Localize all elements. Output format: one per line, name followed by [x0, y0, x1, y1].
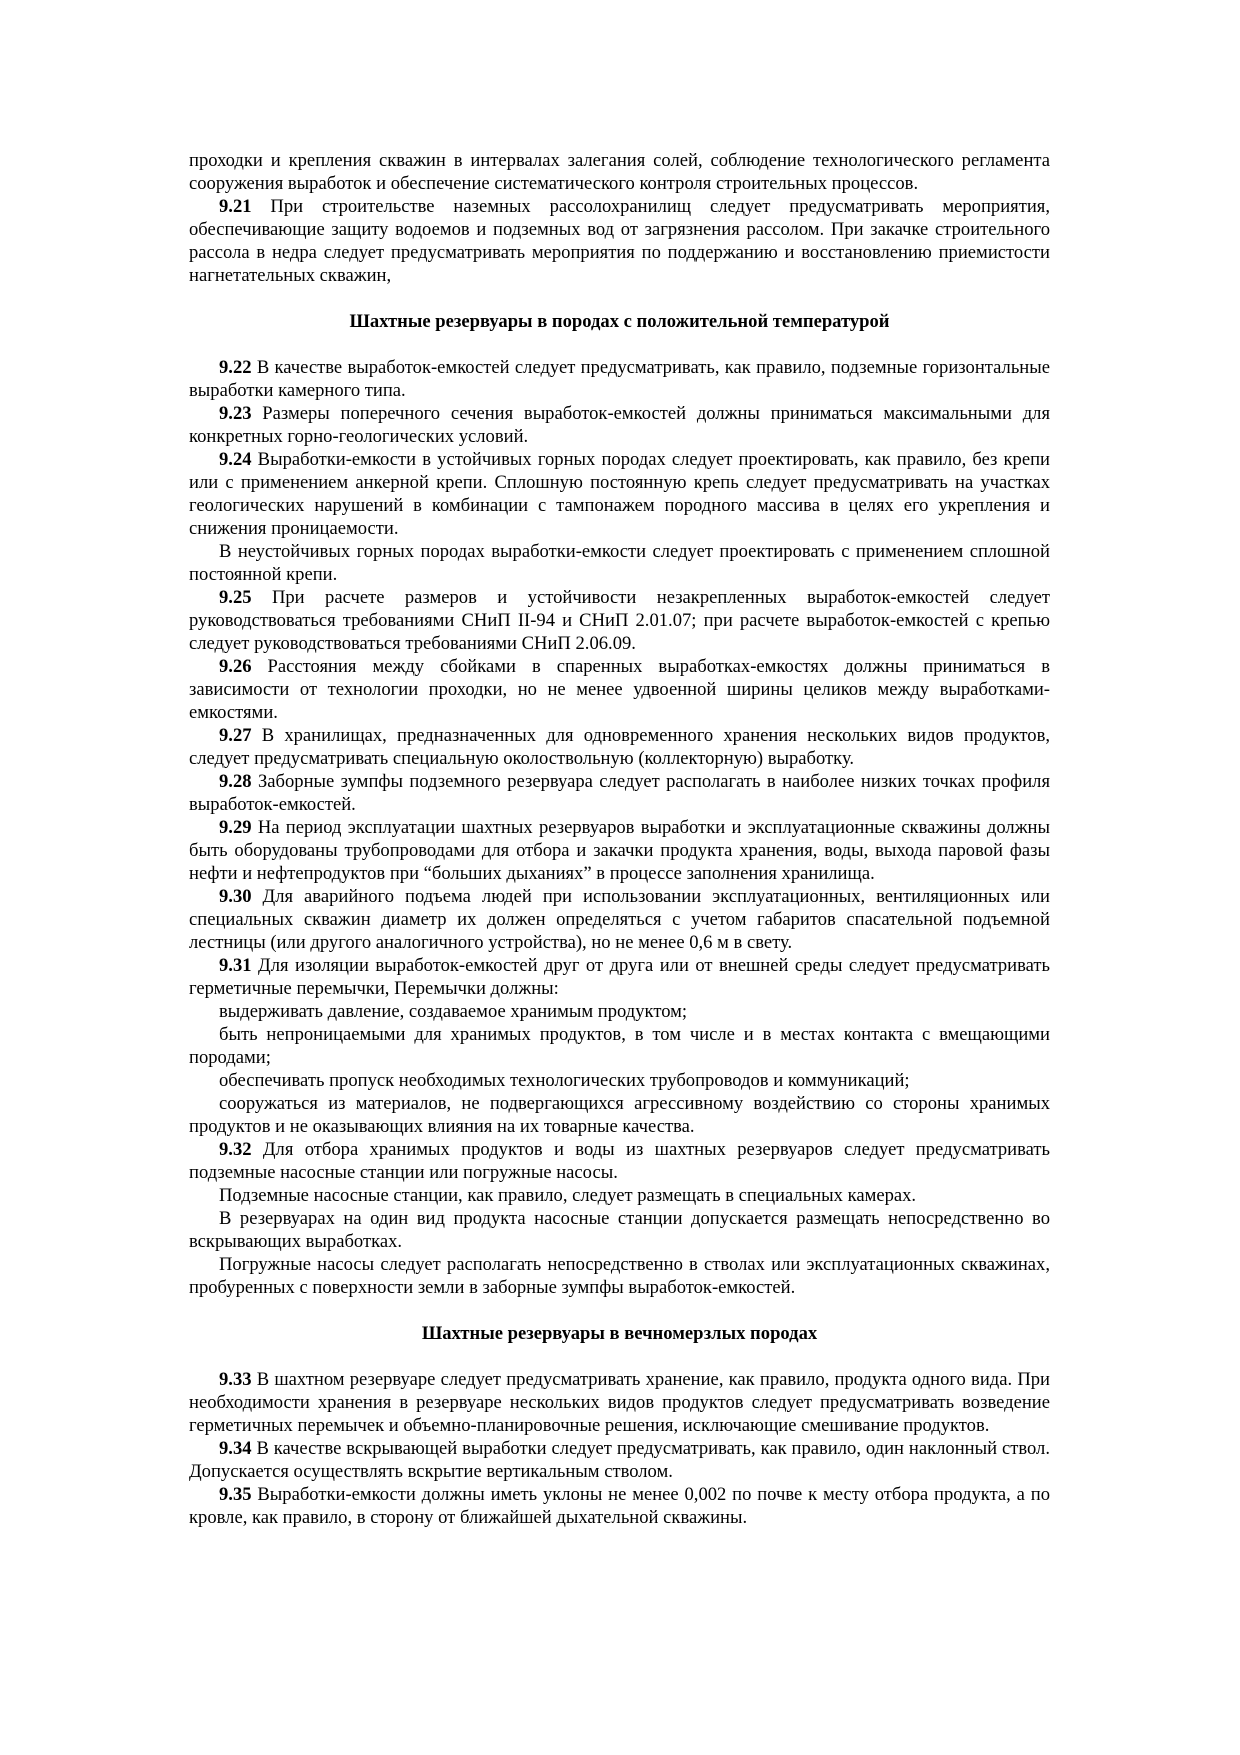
intro-section [189, 149, 1050, 287]
section-heading-positive-temperature: Шахтные резервуары в породах с положительной температурой [349, 311, 890, 332]
clause-paragraph [189, 402, 1050, 448]
clause-text: Выработки-емкости в устойчивых горных породах следует проектировать, как правило, без крепи или с применением анкерной крепи. Сплошную постоянную крепь следует предусматривать на участках геологических нарушений в комбинации с тампонажем породного массива в целях его укрепления и снижения проницаемости. [189, 449, 1050, 539]
clause-paragraph [189, 655, 1050, 724]
clause-text: Для изоляции выработок-емкостей друг от друга или от внешней среды следует предусматривать герметичные перемычки, Перемычки должны: [189, 955, 1050, 999]
clause-text: Заборные зумпфы подземного резервуара следует располагать в наиболее низких точках профиля выработок-емкостей. [189, 771, 1050, 815]
clause-number: 9.21 [219, 196, 252, 217]
clause-number: 9.31 [219, 955, 252, 976]
paragraph [189, 1000, 1050, 1023]
paragraph [189, 1023, 1050, 1069]
clause-paragraph [189, 1138, 1050, 1184]
clause-paragraph [189, 770, 1050, 816]
paragraph [189, 1184, 1050, 1207]
clause-text: При строительстве наземных рассолохранилищ следует предусматривать мероприятия, обеспечивающие защиту водоемов и подземных вод от загрязнения рассолом. При закачке строительного рассола в недра следует предусматривать мероприятия по поддержанию и восстановлению приемистости нагнетательных скважин, [189, 196, 1050, 286]
clause-text: Выработки-емкости должны иметь уклоны не менее 0,002 по почве к месту отбора продукта, а по кровле, как правило, в сторону от ближайшей дыхательной скважины. [189, 1484, 1050, 1528]
paragraph [189, 1253, 1050, 1299]
clause-paragraph [189, 356, 1050, 402]
spacer [189, 1299, 1050, 1322]
paragraph [189, 540, 1050, 586]
clause-paragraph [189, 954, 1050, 1000]
clause-number: 9.22 [219, 357, 252, 378]
clause-paragraph [189, 448, 1050, 540]
clause-number: 9.27 [219, 725, 252, 746]
section-permafrost [189, 1368, 1050, 1529]
clause-number: 9.28 [219, 771, 252, 792]
clause-paragraph [189, 724, 1050, 770]
paragraph [189, 149, 1050, 195]
clause-paragraph [189, 1483, 1050, 1529]
clause-text: В неустойчивых горных породах выработки-емкости следует проектировать с применением сплошной постоянной крепи. [189, 541, 1050, 585]
clause-text: выдерживать давление, создаваемое хранимым продуктом; [219, 1001, 688, 1022]
clause-paragraph [189, 885, 1050, 954]
clause-number: 9.33 [219, 1369, 252, 1390]
clause-text: Погружные насосы следует располагать непосредственно в стволах или эксплуатационных скважинах, пробуренных с поверхности земли в заборные зумпфы выработок-емкостей. [189, 1254, 1050, 1298]
clause-text: В качестве вскрывающей выработки следует предусматривать, как правило, один наклонный ствол. Допускается осуществлять вскрытие вертикальным стволом. [189, 1438, 1050, 1482]
document-page [189, 149, 1050, 1529]
clause-number: 9.26 [219, 656, 252, 677]
section-positive-temperature [189, 356, 1050, 1299]
clause-number: 9.35 [219, 1484, 252, 1505]
clause-text: Размеры поперечного сечения выработок-емкостей должны приниматься максимальными для конкретных горно-геологических условий. [189, 403, 1050, 447]
clause-number: 9.30 [219, 886, 252, 907]
clause-paragraph [189, 1437, 1050, 1483]
clause-text: В шахтном резервуаре следует предусматривать хранение, как правило, продукта одного вида. При необходимости хранения в резервуаре нескольких видов продуктов следует предусматривать возведение герметичных перемычек и объемно-планировочные решения, исключающие смешивание продуктов. [189, 1369, 1050, 1436]
clause-text: В качестве выработок-емкостей следует предусматривать, как правило, подземные горизонтальные выработки камерного типа. [189, 357, 1050, 401]
spacer [189, 287, 1050, 310]
spacer [189, 333, 1050, 356]
clause-text: При расчете размеров и устойчивости незакрепленных выработок-емкостей следует руководствоваться требованиями СНиП II-94 и СНиП 2.01.07; при расчете выработок-емкостей с крепью следует руководствоваться требованиями СНиП 2.06.09. [189, 587, 1050, 654]
clause-text: Подземные насосные станции, как правило, следует размещать в специальных камерах. [219, 1185, 917, 1206]
clause-text: Для отбора хранимых продуктов и воды из шахтных резервуаров следует предусматривать подземные насосные станции или погружные насосы. [189, 1139, 1050, 1183]
clause-text: проходки и крепления скважин в интервалах залегания солей, соблюдение технологического регламента сооружения выработок и обеспечение систематического контроля строительных процессов. [189, 150, 1050, 194]
clause-text: сооружаться из материалов, не подвергающихся агрессивному воздействию со стороны хранимых продуктов и не оказывающих влияния на их товарные качества. [189, 1093, 1050, 1137]
clause-text: обеспечивать пропуск необходимых технологических трубопроводов и коммуникаций; [219, 1070, 910, 1091]
clause-number: 9.29 [219, 817, 252, 838]
clause-text: В хранилищах, предназначенных для одновременного хранения нескольких видов продуктов, следует предусматривать специальную околоствольную (коллекторную) выработку. [189, 725, 1050, 769]
paragraph [189, 1069, 1050, 1092]
clause-number: 9.32 [219, 1139, 252, 1160]
clause-text: В резервуарах на один вид продукта насосные станции допускается размещать непосредственно во вскрывающих выработках. [189, 1208, 1050, 1252]
clause-text: Для аварийного подъема людей при использовании эксплуатационных, вентиляционных или специальных скважин диаметр их должен определяться с учетом габаритов спасательной подъемной лестницы (или другого аналогичного устройства), но не менее 0,6 м в свету. [189, 886, 1050, 953]
clause-number: 9.23 [219, 403, 252, 424]
clause-text: быть непроницаемыми для хранимых продуктов, в том числе и в местах контакта с вмещающими породами; [189, 1024, 1050, 1068]
paragraph [189, 1092, 1050, 1138]
section-heading-permafrost: Шахтные резервуары в вечномерзлых породах [421, 1323, 818, 1344]
clause-paragraph [189, 195, 1050, 287]
clause-paragraph [189, 586, 1050, 655]
clause-text: Расстояния между сбойками в спаренных выработках-емкостях должны приниматься в зависимости от технологии проходки, но не менее удвоенной ширины целиков между выработками-емкостями. [189, 656, 1050, 723]
clause-paragraph [189, 816, 1050, 885]
clause-number: 9.34 [219, 1438, 252, 1459]
clause-text: На период эксплуатации шахтных резервуаров выработки и эксплуатационные скважины должны быть оборудованы трубопроводами для отбора и закачки продукта хранения, воды, выхода паровой фазы нефти и нефтепродуктов при “больших дыханиях” в процессе заполнения хранилища. [189, 817, 1050, 884]
clause-number: 9.24 [219, 449, 252, 470]
spacer [189, 1345, 1050, 1368]
clause-paragraph [189, 1368, 1050, 1437]
clause-number: 9.25 [219, 587, 252, 608]
paragraph [189, 1207, 1050, 1253]
